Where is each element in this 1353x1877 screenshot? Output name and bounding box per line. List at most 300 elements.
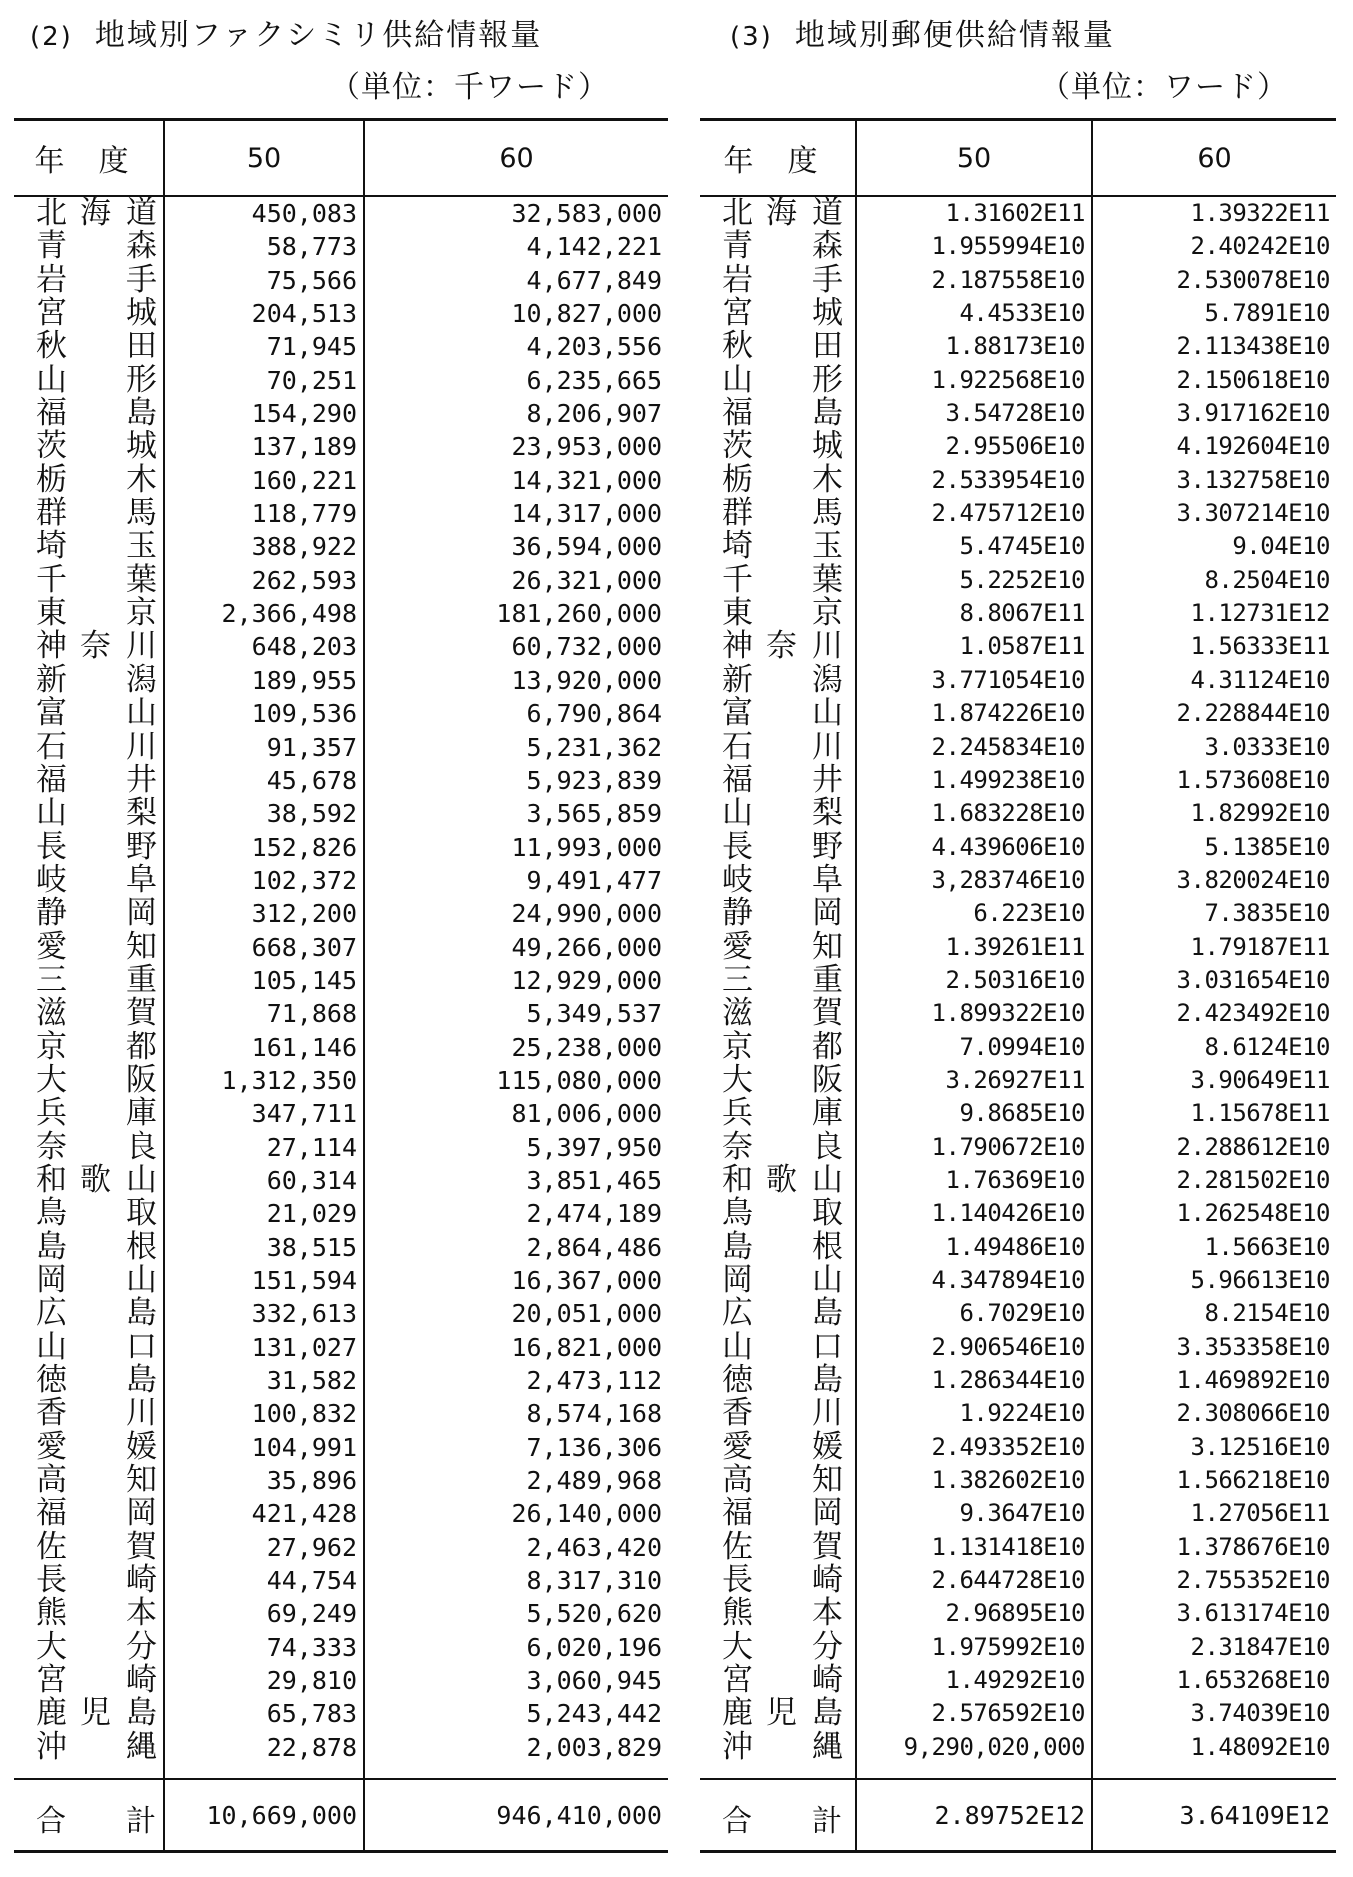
fax-60-value-cell: 26,140,000 <box>511 1499 662 1529</box>
fax-60-value-cell: 9,491,477 <box>526 865 662 895</box>
fax-prefecture-name <box>14 1028 163 1065</box>
post-50-value-cell: 2.187558E10 <box>931 265 1085 294</box>
fax-prefecture-name <box>14 1664 163 1697</box>
fax-prefecture-char: 梨 <box>126 795 157 832</box>
fax-header-row <box>14 120 668 197</box>
post-prefecture-char: 沖 <box>722 1728 753 1765</box>
post-prefecture-char: 福 <box>722 395 753 432</box>
fax-prefecture-name <box>14 1328 163 1365</box>
fax-prefecture-name <box>14 430 163 463</box>
fax-prefecture-name <box>14 1464 163 1497</box>
post-50-value-cell: 2.533954E10 <box>931 465 1085 494</box>
post-60-value-cell: 3.820024E10 <box>1176 865 1330 894</box>
post-60-value-cell: 7.3835E10 <box>1204 899 1330 928</box>
fax-prefecture-char: 静 <box>36 895 67 932</box>
post-60-value-cell: 3.031654E10 <box>1176 965 1330 994</box>
post-prefecture-char: 長 <box>722 1562 753 1599</box>
post-header-row <box>700 120 1336 197</box>
fax-prefecture-char: 野 <box>126 828 157 865</box>
fax-50-value-cell: 91,357 <box>266 732 357 762</box>
fax-prefecture-name <box>14 1397 163 1430</box>
post-prefecture-char: 形 <box>812 361 843 398</box>
fax-prefecture-char: 山 <box>36 1328 67 1365</box>
post-60-value-cell: 2.308066E10 <box>1176 1399 1330 1428</box>
post-prefecture-name <box>700 397 855 430</box>
post-prefecture-char: 富 <box>722 695 753 732</box>
post-50-value-cell: 1.382602E10 <box>931 1466 1085 1495</box>
post-60-value-cell: 1.262548E10 <box>1176 1199 1330 1228</box>
post-prefecture-name <box>700 1564 855 1597</box>
post-60-value-cell: 1.469892E10 <box>1176 1366 1330 1395</box>
post-prefecture-char: 海 <box>766 195 797 231</box>
post-total-60: 3.64109E12 <box>1092 1779 1336 1852</box>
fax-prefecture-char: 島 <box>126 1362 157 1399</box>
post-50-value-cell: 5.2252E10 <box>959 565 1085 594</box>
post-60-value-cell: 5.7891E10 <box>1204 299 1330 328</box>
post-prefecture-char: 潟 <box>812 661 843 698</box>
post-60-value-cell: 2.113438E10 <box>1176 332 1330 361</box>
fax-60-value-cell: 49,266,000 <box>511 932 662 962</box>
fax-prefecture-name <box>14 1197 163 1230</box>
fax-total-label-b: 計 <box>126 1804 156 1840</box>
fax-50-value-cell: 35,896 <box>266 1466 357 1496</box>
fax-50-value-cell: 668,307 <box>251 932 357 962</box>
fax-60-value-cell: 26,321,000 <box>511 565 662 595</box>
post-prefecture-name <box>700 1061 855 1098</box>
fax-prefecture-name <box>14 1564 163 1597</box>
fax-prefecture-char: 形 <box>126 361 157 398</box>
post-prefecture-char: 山 <box>812 1262 843 1298</box>
fax-50-value-cell: 44,754 <box>266 1566 357 1596</box>
fax-50-value-cell: 29,810 <box>266 1666 357 1696</box>
post-prefecture-name <box>700 661 855 698</box>
fax-50-value-cell: 161,146 <box>251 1032 357 1062</box>
post-60-value-cell: 2.755352E10 <box>1176 1566 1330 1595</box>
post-50-value-cell: 2.50316E10 <box>945 965 1085 994</box>
post-total-label <box>700 1779 856 1852</box>
post-prefecture-char: 大 <box>722 1628 753 1665</box>
post-60-value-cell: 1.82992E10 <box>1190 799 1330 828</box>
post-prefecture-name <box>700 1128 855 1165</box>
post-col-60-header: 60 <box>1092 120 1336 197</box>
post-prefecture-char: 山 <box>812 695 843 732</box>
post-60-value-cell: 1.653268E10 <box>1176 1666 1330 1695</box>
fax-prefecture-char: 京 <box>36 1028 67 1065</box>
fax-60-value-cell: 20,051,000 <box>511 1299 662 1329</box>
fax-prefecture-name <box>14 561 163 598</box>
fax-60-value-cell: 32,583,000 <box>511 199 662 228</box>
fax-60-value-cell: 16,821,000 <box>511 1332 662 1362</box>
fax-prefecture-name <box>14 728 163 765</box>
post-prefecture-char: 手 <box>812 261 843 298</box>
post-prefecture-char: 取 <box>812 1195 843 1232</box>
post-prefecture-char: 葉 <box>812 561 843 598</box>
post-60-value-cell: 1.5663E10 <box>1204 1232 1330 1261</box>
fax-prefecture-char: 媛 <box>126 1428 157 1465</box>
post-prefecture-name <box>700 1697 855 1730</box>
post-prefecture-char: 賀 <box>812 1528 843 1565</box>
fax-60-value-cell: 12,929,000 <box>511 965 662 995</box>
post-prefecture-char: 児 <box>766 1695 797 1732</box>
fax-prefecture-char: 秋 <box>36 328 67 365</box>
post-prefecture-name <box>700 997 855 1030</box>
post-50-value-cell: 1.790672E10 <box>931 1132 1085 1161</box>
fax-60-value-cell: 2,463,420 <box>526 1532 662 1562</box>
fax-prefecture-char: 口 <box>126 1328 157 1365</box>
fax-prefecture-char: 山 <box>126 1262 157 1298</box>
fax-50-value-cell: 109,536 <box>251 699 357 729</box>
fax-prefecture-name <box>14 1428 163 1465</box>
fax-prefecture-name <box>14 597 163 630</box>
post-prefecture-char: 川 <box>812 1395 843 1432</box>
post-title-text: 地域別郵便供給情報量 <box>794 18 1115 53</box>
post-prefecture-name <box>700 197 855 230</box>
post-total-row <box>700 1779 1336 1852</box>
post-60-value-cell: 2.150618E10 <box>1176 365 1330 394</box>
fax-prefecture-char: 手 <box>126 261 157 298</box>
fax-prefecture-char: 森 <box>126 228 157 265</box>
post-50-value-cell: 9,290,020,000 <box>903 1732 1085 1761</box>
fax-prefecture-char: 宮 <box>36 1662 67 1699</box>
post-60-value-cell: 2.40242E10 <box>1190 232 1330 261</box>
fax-50-value-cell: 22,878 <box>266 1732 357 1762</box>
fax-prefecture-char: 城 <box>126 428 157 465</box>
post-60-value-cell: 1.27056E11 <box>1190 1499 1330 1528</box>
post-50-value-cell: 1.88173E10 <box>945 332 1085 361</box>
post-prefecture-char: 和 <box>722 1161 753 1198</box>
post-prefecture-char: 庫 <box>812 1095 843 1132</box>
post-prefecture-name <box>700 897 855 930</box>
post-prefecture-name <box>700 961 855 998</box>
fax-prefecture-char: 佐 <box>36 1528 67 1565</box>
post-50-value-cell: 2.644728E10 <box>931 1566 1085 1595</box>
post-prefecture-char: 馬 <box>812 495 843 532</box>
post-prefecture-char: 阪 <box>812 1061 843 1098</box>
fax-prefecture-name <box>14 928 163 965</box>
post-50-value-cell: 4.4533E10 <box>959 299 1085 328</box>
fax-60-value-cell: 24,990,000 <box>511 899 662 929</box>
post-prefecture-char: 梨 <box>812 795 843 832</box>
fax-prefecture-char: 良 <box>126 1128 157 1165</box>
post-50-value-cell: 1.874226E10 <box>931 699 1085 728</box>
fax-prefecture-char: 島 <box>126 1695 157 1732</box>
post-spacer-row <box>700 1764 1336 1779</box>
fax-60-value-cell: 5,349,537 <box>526 999 662 1029</box>
fax-60-value-cell: 4,142,221 <box>526 232 662 262</box>
post-prefecture-char: 川 <box>812 728 843 765</box>
post-60-value-cell: 8.2504E10 <box>1204 565 1330 594</box>
fax-total-label <box>14 1779 164 1852</box>
fax-prefecture-char: 縄 <box>126 1728 157 1765</box>
fax-prefecture-char: 歌 <box>80 1161 111 1198</box>
post-60-value-cell: 4.31124E10 <box>1190 665 1330 694</box>
post-50-value-cell: 6.7029E10 <box>959 1299 1085 1328</box>
post-prefecture-name <box>700 361 855 398</box>
fax-60-value-cell: 60,732,000 <box>511 632 662 662</box>
post-50-value-cell: 1.49486E10 <box>945 1232 1085 1261</box>
post-60-value-cell: 1.48092E10 <box>1190 1732 1330 1761</box>
post-prefecture-char: 宮 <box>722 1662 753 1699</box>
fax-prefecture-char: 大 <box>36 1061 67 1098</box>
fax-50-value-cell: 75,566 <box>266 265 357 295</box>
post-prefecture-char: 京 <box>812 595 843 632</box>
post-50-value-cell: 2.475712E10 <box>931 499 1085 528</box>
fax-prefecture-char: 長 <box>36 828 67 865</box>
fax-year-header: 年度 <box>14 120 164 197</box>
fax-60-value-cell: 115,080,000 <box>496 1065 662 1095</box>
fax-prefecture-char: 城 <box>126 295 157 332</box>
post-prefecture-char: 島 <box>812 1295 843 1332</box>
fax-50-value-cell: 450,083 <box>251 199 357 228</box>
fax-prefecture-name <box>14 1728 163 1765</box>
post-prefecture-char: 静 <box>722 895 753 932</box>
post-prefecture-char: 高 <box>722 1462 753 1499</box>
fax-60-value-cell: 6,020,196 <box>526 1632 662 1662</box>
post-prefecture-char: 熊 <box>722 1595 753 1632</box>
fax-prefecture-char: 宮 <box>36 295 67 332</box>
post-table <box>700 118 1336 1853</box>
fax-prefecture-char: 井 <box>126 761 157 798</box>
post-total-label-a: 合 <box>722 1804 752 1840</box>
fax-60-value-cell: 2,473,112 <box>526 1366 662 1396</box>
fax-prefecture-char: 島 <box>126 395 157 432</box>
post-prefecture-name <box>700 1197 855 1230</box>
post-prefecture-name <box>700 630 855 663</box>
fax-body-row <box>14 196 668 1764</box>
fax-prefecture-char: 葉 <box>126 561 157 598</box>
fax-prefecture-char: 知 <box>126 928 157 965</box>
post-prefecture-char: 岡 <box>812 895 843 932</box>
post-prefecture-char: 大 <box>722 1061 753 1098</box>
fax-50-value-cell: 74,333 <box>266 1632 357 1662</box>
fax-prefecture-char: 東 <box>36 595 67 632</box>
post-60-value-cell: 2.288612E10 <box>1176 1132 1330 1161</box>
fax-50-value-cell: 2,366,498 <box>221 599 357 629</box>
post-60-value-cell: 1.39322E11 <box>1190 199 1330 227</box>
fax-60-value-cell: 36,594,000 <box>511 532 662 562</box>
fax-title-text: 地域別ファクシミリ供給情報量 <box>94 18 543 53</box>
post-prefecture-name <box>700 1297 855 1330</box>
post-50-value-cell: 2.245834E10 <box>931 732 1085 761</box>
fax-prefecture-char: 鹿 <box>36 1695 67 1732</box>
fax-50-value-cell: 104,991 <box>251 1432 357 1462</box>
fax-prefecture-char: 根 <box>126 1228 157 1265</box>
fax-prefecture-char: 埼 <box>36 528 67 565</box>
post-prefecture-char: 愛 <box>722 1428 753 1465</box>
post-prefecture-name <box>700 697 855 730</box>
fax-prefecture-char: 山 <box>36 361 67 398</box>
post-50-value-cell: 5.4745E10 <box>959 532 1085 561</box>
post-60-value-cell: 2.31847E10 <box>1190 1632 1330 1661</box>
post-prefecture-char: 滋 <box>722 995 753 1032</box>
fax-60-value-cell: 181,260,000 <box>496 599 662 629</box>
fax-total-60: 946,410,000 <box>364 1779 668 1852</box>
fax-prefecture-char: 川 <box>126 1395 157 1432</box>
fax-60-value-cell: 5,923,839 <box>526 765 662 795</box>
fax-prefecture-name <box>14 861 163 898</box>
fax-prefecture-char: 知 <box>126 1462 157 1499</box>
post-50-value-cell: 1.499238E10 <box>931 765 1085 794</box>
fax-total-row <box>14 1779 668 1852</box>
post-50-column <box>856 196 1092 1764</box>
fax-60-value-cell: 10,827,000 <box>511 299 662 329</box>
post-prefecture-char: 群 <box>722 495 753 532</box>
fax-prefecture-name <box>14 1497 163 1530</box>
fax-60-value-cell: 3,060,945 <box>526 1666 662 1696</box>
fax-prefecture-char: 潟 <box>126 661 157 698</box>
fax-prefecture-char: 分 <box>126 1628 157 1665</box>
fax-prefecture-char: 山 <box>126 695 157 732</box>
post-prefecture-name <box>700 1264 855 1297</box>
post-50-value-cell: 1.140426E10 <box>931 1199 1085 1228</box>
post-prefecture-char: 千 <box>722 561 753 598</box>
fax-prefecture-name <box>14 1528 163 1565</box>
post-prefecture-char: 兵 <box>722 1095 753 1132</box>
fax-prefecture-char: 高 <box>36 1462 67 1499</box>
fax-50-value-cell: 70,251 <box>266 365 357 395</box>
fax-prefecture-char: 北 <box>36 195 67 231</box>
post-prefecture-char: 奈 <box>722 1128 753 1165</box>
post-60-value-cell: 1.15678E11 <box>1190 1099 1330 1128</box>
fax-60-value-cell: 8,206,907 <box>526 399 662 429</box>
fax-prefecture-char: 玉 <box>126 528 157 565</box>
fax-prefecture-name <box>14 197 163 230</box>
post-prefecture-char: 道 <box>812 195 843 231</box>
fax-prefecture-char: 崎 <box>126 1662 157 1699</box>
fax-prefecture-char: 岩 <box>36 261 67 298</box>
post-50-value-cell: 1.76369E10 <box>945 1165 1085 1194</box>
post-50-value-cell: 1.922568E10 <box>931 365 1085 394</box>
post-50-value-cell: 7.0994E10 <box>959 1032 1085 1061</box>
post-prefecture-char: 島 <box>812 395 843 432</box>
fax-prefecture-char: 愛 <box>36 928 67 965</box>
post-prefecture-char: 岡 <box>812 1495 843 1532</box>
post-prefecture-char: 野 <box>812 828 843 865</box>
post-50-value-cell: 9.8685E10 <box>959 1099 1085 1128</box>
fax-60-value-cell: 4,203,556 <box>526 332 662 362</box>
fax-prefecture-name <box>14 697 163 730</box>
fax-50-value-cell: 38,592 <box>266 799 357 829</box>
fax-prefecture-char: 鳥 <box>36 1195 67 1232</box>
fax-60-value-cell: 14,321,000 <box>511 465 662 495</box>
post-prefecture-char: 秋 <box>722 328 753 365</box>
fax-prefecture-name <box>14 1097 163 1130</box>
fax-60-value-cell: 3,565,859 <box>526 799 662 829</box>
post-50-value-cell: 3.771054E10 <box>931 665 1085 694</box>
post-50-value-cell: 1.286344E10 <box>931 1366 1085 1395</box>
post-50-value-cell: 1.131418E10 <box>931 1532 1085 1561</box>
fax-total-50: 10,669,000 <box>164 1779 364 1852</box>
fax-prefecture-char: 石 <box>36 728 67 765</box>
post-50-value-cell: 3,283746E10 <box>931 865 1085 894</box>
post-prefecture-char: 井 <box>812 761 843 798</box>
post-60-value-cell: 2.530078E10 <box>1176 265 1330 294</box>
fax-title <box>30 10 542 54</box>
fax-50-value-cell: 312,200 <box>251 899 357 929</box>
post-50-value-cell: 1.39261E11 <box>945 932 1085 961</box>
post-50-value-cell: 2.906546E10 <box>931 1332 1085 1361</box>
fax-prefecture-name <box>14 261 163 298</box>
post-prefecture-char: 石 <box>722 728 753 765</box>
fax-prefecture-char: 川 <box>126 728 157 765</box>
post-60-value-cell: 3.613174E10 <box>1176 1599 1330 1628</box>
post-prefecture-char: 岡 <box>722 1262 753 1298</box>
post-prefecture-char: 北 <box>722 195 753 231</box>
fax-prefecture-column <box>14 196 164 1764</box>
post-prefecture-char: 縄 <box>812 1728 843 1765</box>
post-prefecture-char: 知 <box>812 928 843 965</box>
fax-prefecture-name <box>14 297 163 330</box>
fax-60-value-cell: 6,790,864 <box>526 699 662 729</box>
fax-prefecture-char: 福 <box>36 1495 67 1532</box>
fax-60-value-cell: 23,953,000 <box>511 432 662 462</box>
post-60-value-cell: 8.2154E10 <box>1204 1299 1330 1328</box>
fax-prefecture-name <box>14 1228 163 1265</box>
post-50-value-cell: 2.96895E10 <box>945 1599 1085 1628</box>
post-60-value-cell: 1.573608E10 <box>1176 765 1330 794</box>
fax-60-value-cell: 5,520,620 <box>526 1599 662 1629</box>
fax-50-value-cell: 21,029 <box>266 1199 357 1229</box>
post-50-value-cell: 1.975992E10 <box>931 1632 1085 1661</box>
post-60-value-cell: 1.12731E12 <box>1190 599 1330 628</box>
fax-prefecture-char: 香 <box>36 1395 67 1432</box>
post-50-value-cell: 3.54728E10 <box>945 399 1085 428</box>
fax-60-value-cell: 8,574,168 <box>526 1399 662 1429</box>
post-prefecture-name <box>700 430 855 463</box>
post-prefecture-char: 香 <box>722 1395 753 1432</box>
fax-50-value-cell: 388,922 <box>251 532 357 562</box>
fax-prefecture-name <box>14 1128 163 1165</box>
post-prefecture-name <box>700 728 855 765</box>
fax-prefecture-name <box>14 797 163 830</box>
fax-50-value-cell: 27,962 <box>266 1532 357 1562</box>
fax-50-value-cell: 71,868 <box>266 999 357 1029</box>
post-60-value-cell: 2.281502E10 <box>1176 1165 1330 1194</box>
post-prefecture-name <box>700 761 855 798</box>
fax-prefecture-char: 賀 <box>126 1528 157 1565</box>
post-prefecture-char: 島 <box>812 1362 843 1399</box>
fax-50-value-cell: 31,582 <box>266 1366 357 1396</box>
post-prefecture-char: 分 <box>812 1628 843 1665</box>
fax-60-value-cell: 2,489,968 <box>526 1466 662 1496</box>
fax-60-value-cell: 16,367,000 <box>511 1266 662 1295</box>
post-60-column <box>1092 196 1336 1764</box>
fax-50-value-cell: 332,613 <box>251 1299 357 1329</box>
fax-60-value-cell: 6,235,665 <box>526 365 662 395</box>
post-60-value-cell: 5.96613E10 <box>1190 1266 1330 1294</box>
post-prefecture-name <box>700 1728 855 1765</box>
post-60-value-cell: 9.04E10 <box>1232 532 1330 561</box>
fax-60-value-cell: 11,993,000 <box>511 832 662 862</box>
fax-prefecture-char: 熊 <box>36 1595 67 1632</box>
fax-50-value-cell: 58,773 <box>266 232 357 262</box>
post-prefecture-char: 山 <box>722 361 753 398</box>
fax-prefecture-char: 沖 <box>36 1728 67 1765</box>
post-prefecture-char: 東 <box>722 595 753 632</box>
post-prefecture-char: 島 <box>812 1695 843 1732</box>
post-prefecture-char: 山 <box>722 1328 753 1365</box>
fax-prefecture-char: 兵 <box>36 1095 67 1132</box>
post-60-value-cell: 1.79187E11 <box>1190 932 1330 961</box>
fax-50-value-cell: 160,221 <box>251 465 357 495</box>
post-prefecture-name <box>700 1464 855 1497</box>
fax-60-value-cell: 2,003,829 <box>526 1732 662 1762</box>
post-60-value-cell: 3.0333E10 <box>1204 732 1330 761</box>
post-50-value-cell: 2.95506E10 <box>945 432 1085 461</box>
post-prefecture-char: 根 <box>812 1228 843 1265</box>
fax-50-value-cell: 60,314 <box>266 1165 357 1195</box>
fax-60-value-cell: 5,243,442 <box>526 1699 662 1729</box>
